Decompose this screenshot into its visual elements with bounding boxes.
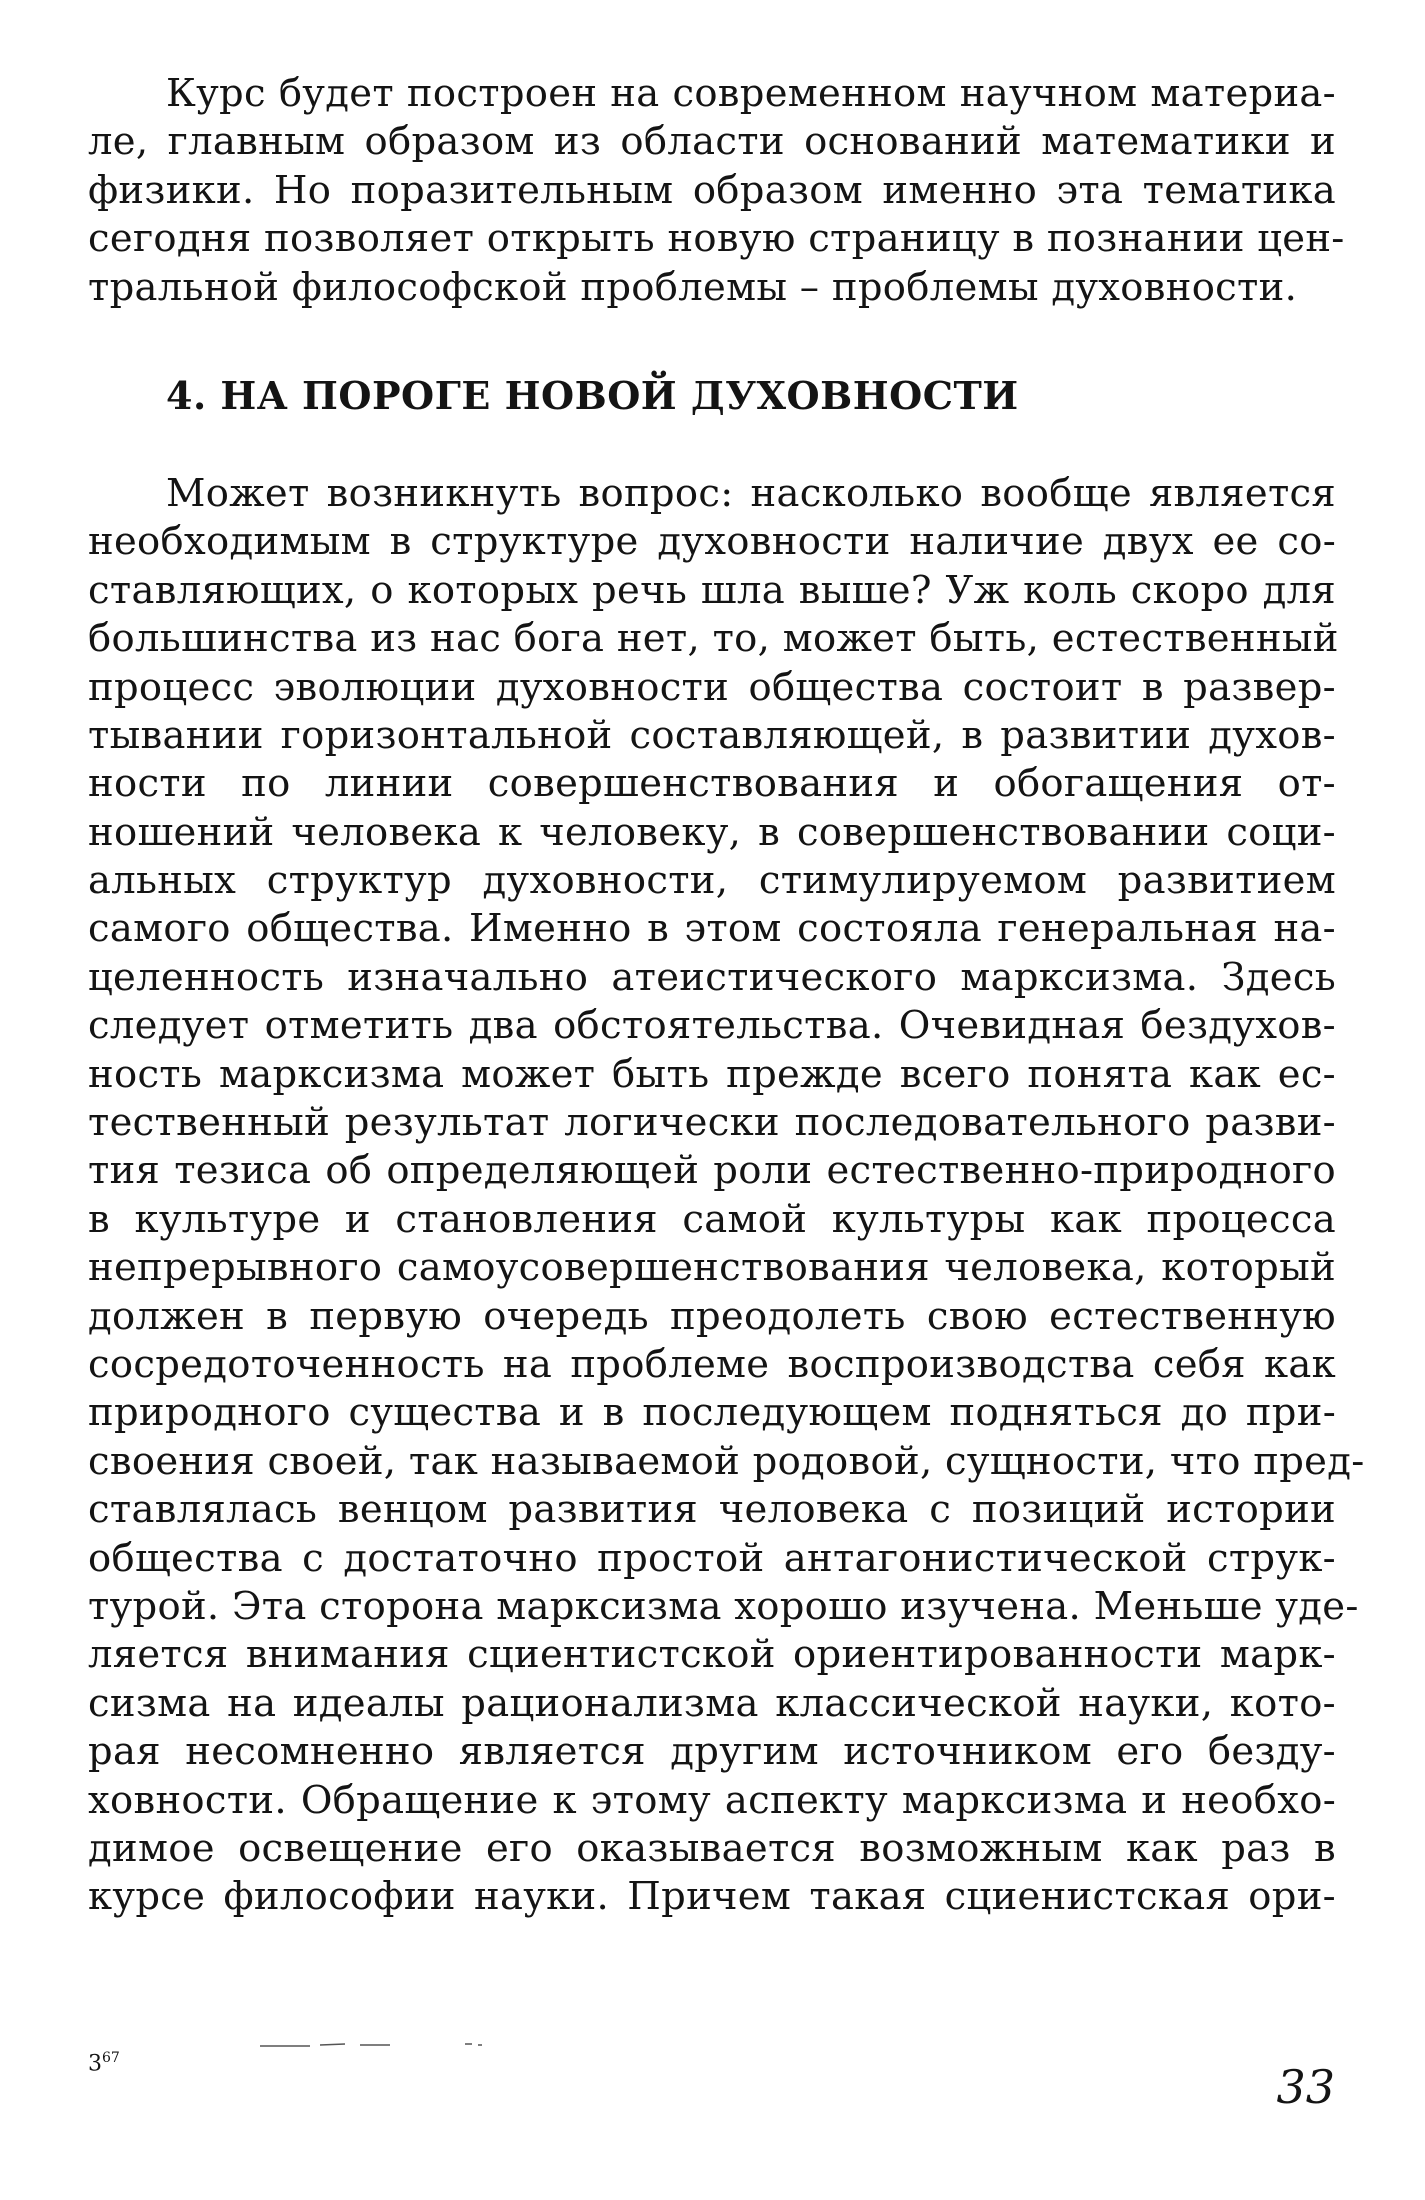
text-line: физики. Но поразительным образом именно эта тематика [88, 167, 1336, 213]
text-line: ховности. Обращение к этому аспекту марксизма и необхо- [88, 1777, 1336, 1823]
text-line: должен в первую очередь преодолеть свою естественную [88, 1293, 1336, 1339]
text-line: целенность изначально атеистического марксизма. Здесь [88, 954, 1336, 1000]
text-line: сосредоточенность на проблеме воспроизводства себя как [88, 1341, 1336, 1387]
text-line: ставляющих, о которых речь шла выше? Уж коль скоро для [88, 567, 1336, 613]
paragraph-intro [88, 70, 1345, 312]
text-line: турой. Эта сторона марксизма хорошо изучена. Меньше уде- [88, 1583, 1359, 1629]
paragraph-main [88, 470, 1365, 1922]
text-line: тия тезиса об определяющей роли естественно-природного [88, 1148, 1336, 1194]
text-line: сегодня позволяет открыть новую страницу в познании цен- [88, 216, 1345, 262]
signature-number: 3 [88, 2051, 102, 2077]
page-number: 33 [1276, 2060, 1335, 2114]
page-body [88, 70, 1365, 1922]
section-heading: 4. НА ПОРОГЕ НОВОЙ ДУХОВНОСТИ [166, 372, 1019, 418]
printer-signature-mark [88, 2050, 120, 2076]
scan-artifact-marks [250, 2040, 510, 2050]
text-line: альных структур духовности, стимулируемом развитием [88, 858, 1336, 904]
text-line: тывании горизонтальной составляющей, в развитии духов- [88, 712, 1336, 758]
text-line: Курс будет построен на современном научном материа- [166, 71, 1336, 116]
text-line: необходимым в структуре духовности наличие двух ее со- [88, 519, 1336, 565]
text-line: ношений человека к человеку, в совершенствовании соци- [88, 809, 1336, 855]
text-line: сизма на идеалы рационализма классической науки, кото- [88, 1680, 1336, 1726]
text-line: непрерывного самоусовершенствования человека, который [88, 1245, 1336, 1291]
text-line: ставлялась венцом развития человека с позиций истории [88, 1487, 1336, 1533]
text-line: большинства из нас бога нет, то, может быть, естественный [88, 616, 1339, 662]
text-line: своения своей, так называемой родовой, сущности, что пред- [88, 1438, 1365, 1484]
text-line: ле, главным образом из области оснований математики и [88, 119, 1336, 165]
text-line: Может возникнуть вопрос: насколько вообще является [166, 470, 1336, 516]
signature-superscript: 67 [102, 2050, 120, 2066]
text-line: следует отметить два обстоятельства. Очевидная бездухов- [88, 1003, 1336, 1049]
text-line: тественный результат логически последовательного разви- [88, 1100, 1336, 1146]
text-line: самого общества. Именно в этом состояла генеральная на- [88, 906, 1336, 952]
text-line: курсе философии науки. Причем такая сциенистская ори- [88, 1874, 1336, 1920]
text-line: в культуре и становления самой культуры как процесса [88, 1196, 1336, 1242]
text-line: ности по линии совершенствования и обогащения от- [88, 761, 1336, 807]
text-line: ляется внимания сциентистской ориентированности марк- [88, 1632, 1336, 1678]
text-line: димое освещение его оказывается возможным как раз в [88, 1825, 1336, 1871]
text-line: природного существа и в последующем подняться до при- [88, 1390, 1336, 1436]
text-line: рая несомненно является другим источником его безду- [88, 1729, 1336, 1775]
text-line: процесс эволюции духовности общества состоит в развер- [88, 664, 1336, 710]
text-line: общества с достаточно простой антагонистической струк- [88, 1535, 1336, 1581]
text-line: тральной философской проблемы – проблемы духовности. [88, 264, 1298, 310]
text-line: ность марксизма может быть прежде всего понята как ес- [88, 1051, 1336, 1097]
